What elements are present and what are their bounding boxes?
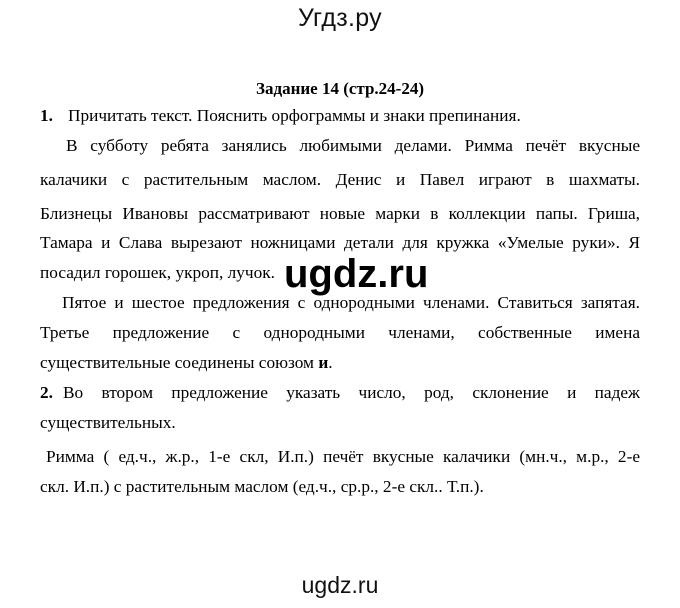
explanation-line-3 bbox=[40, 353, 640, 373]
answer-line-1: Римма ( ед.ч., ж.р., 1-е скл, И.п.) печёт вкусные калачики (мн.ч., м.р., 2-е bbox=[46, 447, 640, 466]
footer-watermark: ugdz.ru bbox=[301, 572, 379, 598]
text-line-5: посадил горошек, укроп, лучок. bbox=[40, 263, 275, 282]
explanation-line-2: Третье предложение с однородными членами, собственные имена bbox=[40, 323, 640, 342]
conjunction: и bbox=[318, 353, 329, 372]
explanation-line-1: Пятое и шестое предложения с однородными членами. Ставиться запятая. bbox=[62, 293, 640, 312]
site-title: Угдз.ру bbox=[298, 4, 382, 32]
item2-heading-1: Во втором предложение указать число, род, склонение и падеж bbox=[62, 383, 640, 402]
item2-heading-line-1 bbox=[40, 383, 640, 403]
answer-line-2: скл. И.п.) с растительным маслом (ед.ч., ср.р., 2-е скл.. Т.п.). bbox=[40, 477, 484, 496]
item1-heading: Причитать текст. Пояснить орфограммы и знаки препинания. bbox=[68, 106, 521, 125]
item2-heading-line-2: существительных. bbox=[40, 413, 176, 432]
explanation-period: . bbox=[328, 353, 333, 372]
text-line-4: Тамара и Слава вырезают ножницами детали для кружка «Умелые руки». Я bbox=[40, 233, 640, 252]
text-line-1: В субботу ребята занялись любимыми делами. Римма печёт вкусные bbox=[66, 136, 640, 155]
item2-number: 2. bbox=[40, 383, 53, 402]
item1-number: 1. bbox=[40, 106, 53, 125]
text-line-3: Близнецы Ивановы рассматривают новые марки в коллекции папы. Гриша, bbox=[40, 204, 640, 223]
watermark: ugdz.ru bbox=[280, 252, 432, 296]
explanation-line-3-text: существительные соединены союзом bbox=[40, 353, 314, 372]
text-line-2: калачики с растительным маслом. Денис и Павел играют в шахматы. bbox=[40, 170, 640, 189]
task-title: Задание 14 (стр.24-24) bbox=[256, 79, 424, 98]
item1-heading-line bbox=[40, 106, 640, 126]
